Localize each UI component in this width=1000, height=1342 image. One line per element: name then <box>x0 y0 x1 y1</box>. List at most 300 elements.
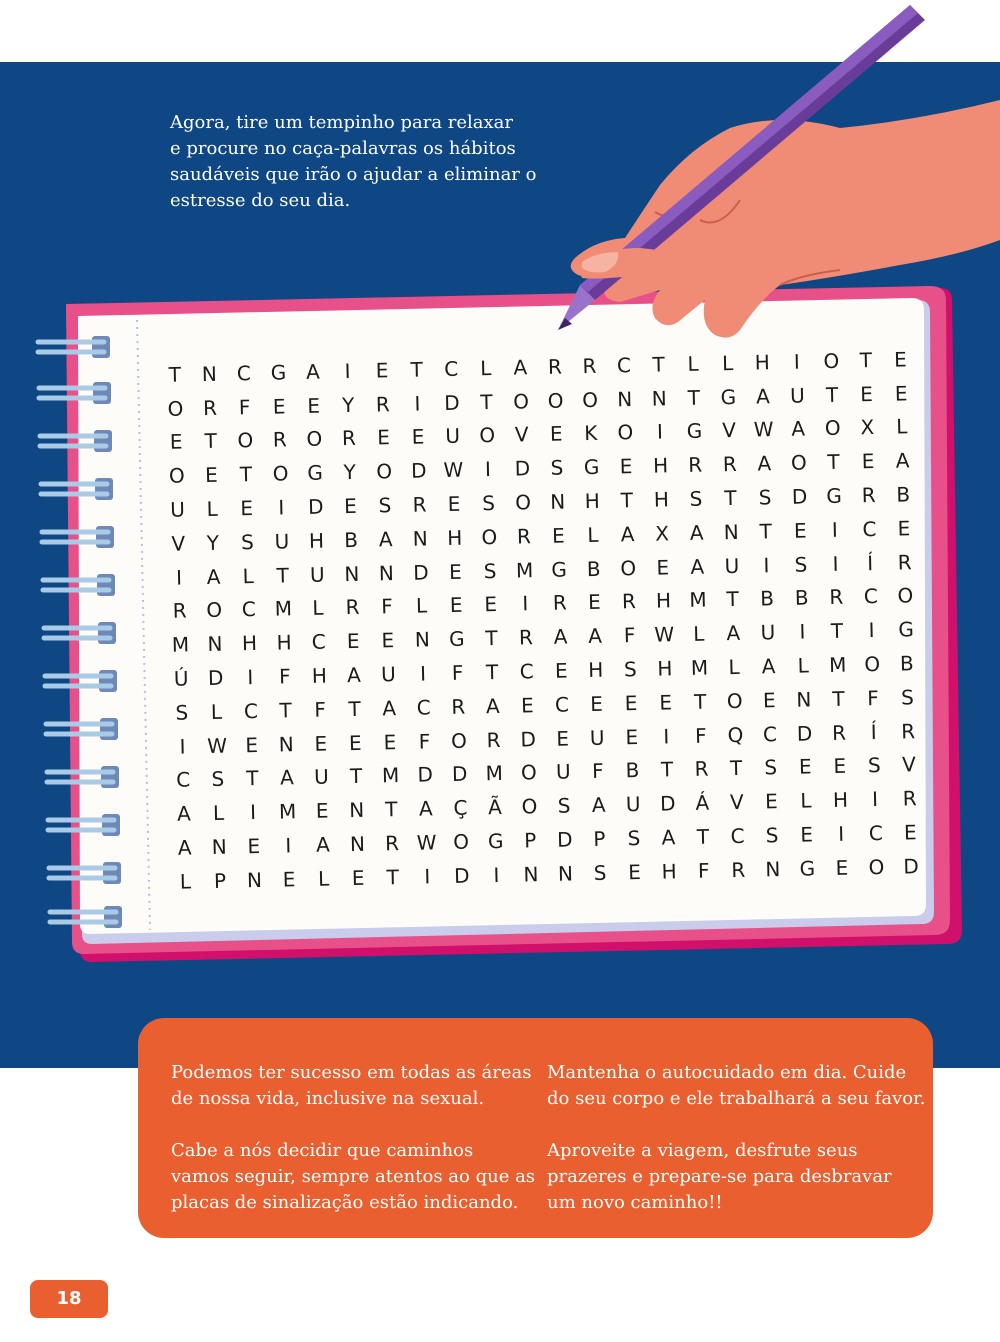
grid-letter: A <box>791 416 806 442</box>
grid-letter: I <box>656 419 664 445</box>
grid-letter: L <box>210 699 223 724</box>
grid-letter: T <box>348 696 361 721</box>
grid-letter: M <box>381 763 400 788</box>
grid-letter: V <box>514 422 529 448</box>
grid-letter: S <box>378 493 392 518</box>
info-paragraph <box>547 1138 917 1216</box>
grid-letter: R <box>831 720 847 745</box>
grid-letter: B <box>794 585 809 611</box>
grid-letter: T <box>276 562 290 588</box>
grid-letter: O <box>521 794 538 819</box>
grid-letter: I <box>175 565 183 590</box>
grid-letter: E <box>860 381 874 406</box>
grid-letter: R <box>341 426 357 451</box>
grid-letter: F <box>381 594 394 619</box>
grid-letter: E <box>314 731 328 756</box>
grid-letter: D <box>903 854 920 879</box>
grid-letter: U <box>760 620 776 645</box>
grid-letter: L <box>896 414 908 440</box>
grid-letter: H <box>276 630 292 655</box>
grid-letter: A <box>206 564 221 589</box>
grid-letter: G <box>448 626 465 652</box>
grid-letter: H <box>661 859 677 884</box>
grid-letter: M <box>689 588 707 613</box>
grid-letter: I <box>799 619 806 644</box>
grid-letter: R <box>375 391 391 417</box>
grid-letter: H <box>588 657 604 683</box>
grid-letter: D <box>520 726 537 752</box>
grid-letter: I <box>247 665 254 690</box>
grid-letter: E <box>894 381 908 406</box>
info-line: de nossa vida, inclusive na sexual. <box>171 1088 485 1109</box>
grid-letter: I <box>249 800 257 825</box>
grid-letter: W <box>443 457 464 483</box>
grid-letter: O <box>512 388 530 414</box>
grid-letter: B <box>896 482 911 507</box>
grid-letter: O <box>167 396 184 421</box>
grid-letter: O <box>582 387 599 412</box>
grid-letter: T <box>386 864 400 890</box>
info-paragraph <box>171 1060 531 1112</box>
grid-letter: E <box>903 820 917 845</box>
grid-letter: H <box>584 488 601 514</box>
grid-letter: A <box>382 695 397 721</box>
grid-letter: A <box>690 554 705 579</box>
grid-letter: T <box>830 618 844 644</box>
grid-letter: C <box>863 584 879 609</box>
grid-letter: E <box>798 754 812 780</box>
grid-letter: G <box>826 483 843 509</box>
grid-letter: O <box>868 854 885 880</box>
grid-letter: D <box>417 762 434 788</box>
grid-letter: O <box>897 583 914 609</box>
grid-letter: F <box>697 858 710 883</box>
info-line: Cabe a nós decidir que caminhos <box>171 1140 474 1161</box>
grid-letter: I <box>414 391 421 416</box>
grid-letter: D <box>307 494 324 519</box>
grid-letter: E <box>520 693 534 718</box>
grid-letter: T <box>204 429 218 454</box>
grid-letter: T <box>759 519 773 544</box>
grid-letter: I <box>493 862 500 887</box>
grid-letter: U <box>789 383 806 408</box>
grid-letter: R <box>384 831 400 856</box>
grid-letter: R <box>552 590 568 616</box>
grid-letter: L <box>721 350 734 376</box>
grid-letter: G <box>686 419 703 444</box>
grid-letter: L <box>415 593 428 619</box>
grid-letter: O <box>453 829 470 854</box>
grid-letter: E <box>343 493 357 519</box>
grid-letter: E <box>447 491 461 517</box>
grid-letter: S <box>483 558 497 583</box>
grid-letter: S <box>481 491 496 516</box>
grid-letter: N <box>349 798 365 823</box>
grid-letter: L <box>728 654 740 680</box>
grid-letter: C <box>616 352 632 378</box>
grid-letter: S <box>211 767 225 792</box>
info-column-left <box>171 1060 536 1242</box>
grid-letter: H <box>446 525 463 550</box>
grid-letter: I <box>832 551 839 576</box>
grid-letter: T <box>279 698 292 723</box>
grid-letter: L <box>687 351 699 376</box>
grid-letter: O <box>864 652 881 677</box>
grid-letter: W <box>753 417 774 443</box>
grid-letter: E <box>549 422 563 447</box>
grid-letter: N <box>723 519 739 545</box>
grid-letter: I <box>831 517 839 542</box>
grid-letter: I <box>763 552 770 578</box>
grid-letter: T <box>726 587 739 612</box>
info-box <box>138 1018 933 1238</box>
grid-letter: M <box>274 596 293 622</box>
grid-letter: H <box>308 528 325 553</box>
grid-letter: T <box>660 757 674 783</box>
info-paragraph <box>171 1138 536 1216</box>
grid-letter: E <box>448 559 463 584</box>
grid-letter: Í <box>866 550 874 575</box>
grid-letter: E <box>793 518 807 543</box>
grid-letter: T <box>239 462 253 487</box>
grid-letter: E <box>484 592 498 617</box>
grid-letter: S <box>689 486 703 511</box>
grid-letter: L <box>479 355 492 381</box>
grid-letter: E <box>628 859 642 885</box>
grid-letter: O <box>547 388 564 413</box>
grid-letter: T <box>620 488 634 513</box>
grid-letter: S <box>867 753 881 778</box>
grid-letter: H <box>311 663 328 688</box>
word-search-grid <box>157 342 928 898</box>
grid-letter: U <box>625 792 641 817</box>
grid-letter: C <box>416 695 431 720</box>
grid-letter: A <box>553 624 568 650</box>
info-line: vamos seguir, sempre atentos ao que as <box>171 1166 536 1187</box>
grid-letter: O <box>306 427 323 452</box>
grid-letter: O <box>823 348 840 373</box>
grid-letter: T <box>485 660 499 685</box>
info-line: Aproveite a viagem, desfrute seus <box>547 1140 858 1161</box>
grid-letter: D <box>796 721 813 746</box>
grid-letter: S <box>593 860 607 885</box>
intro-line: saudáveis que irão o ajudar a eliminar o <box>170 164 537 185</box>
grid-letter: E <box>589 691 604 716</box>
grid-letter: D <box>791 484 808 509</box>
grid-letter: G <box>270 360 287 385</box>
grid-letter: Y <box>341 392 355 417</box>
grid-letter: M <box>690 655 709 680</box>
grid-letter: U <box>380 662 397 687</box>
grid-letter: E <box>556 726 570 751</box>
grid-letter: E <box>351 865 365 890</box>
grid-letter: S <box>900 685 915 710</box>
grid-letter: F <box>591 759 604 784</box>
grid-letter: R <box>516 524 532 549</box>
grid-letter: I <box>868 618 875 643</box>
grid-letter: R <box>486 727 501 752</box>
grid-letter: E <box>762 688 776 713</box>
grid-letter: T <box>825 382 839 407</box>
intro-line: Agora, tire um tempinho para relaxar <box>170 112 514 133</box>
grid-letter: N <box>557 861 574 886</box>
grid-letter: E <box>411 424 425 450</box>
grid-letter: R <box>731 857 746 882</box>
grid-letter: O <box>272 461 289 486</box>
grid-letter: Á <box>695 790 710 816</box>
grid-letter: S <box>550 455 564 481</box>
grid-letter: E <box>835 855 849 880</box>
grid-letter: I <box>278 495 285 520</box>
grid-letter: N <box>549 489 566 514</box>
grid-letter: G <box>720 384 737 409</box>
grid-letter: C <box>868 820 884 846</box>
grid-letter: C <box>519 659 534 684</box>
grid-letter: E <box>169 429 183 455</box>
grid-letter: A <box>315 832 331 857</box>
grid-letter: L <box>212 800 225 826</box>
grid-letter: A <box>305 359 321 384</box>
grid-letter: H <box>652 453 669 478</box>
grid-letter: N <box>278 731 294 757</box>
grid-letter: E <box>272 394 286 419</box>
grid-letter: A <box>661 825 676 850</box>
grid-letter: S <box>758 485 772 510</box>
grid-letter: I <box>663 724 670 749</box>
grid-letter: E <box>383 729 397 755</box>
grid-letter: E <box>282 867 296 892</box>
grid-letter: S <box>557 793 571 818</box>
grid-letter: E <box>587 590 601 615</box>
grid-letter: H <box>754 350 770 375</box>
grid-letter: R <box>722 452 737 477</box>
grid-letter: C <box>762 721 778 747</box>
grid-letter: E <box>247 834 261 859</box>
grid-letter: U <box>170 497 186 522</box>
grid-letter: H <box>655 588 672 614</box>
grid-letter: I <box>871 787 879 812</box>
grid-letter: L <box>797 653 809 678</box>
grid-letter: R <box>172 598 187 624</box>
grid-letter: P <box>213 868 227 893</box>
info-line: do seu corpo e ele trabalhará a seu favor. <box>547 1088 926 1109</box>
grid-letter: N <box>412 526 428 551</box>
grid-letter: E <box>551 523 565 548</box>
info-line: prazeres e prepare-se para desbravar <box>547 1166 892 1187</box>
grid-letter: P <box>593 826 606 852</box>
grid-letter: O <box>617 420 634 445</box>
grid-letter: G <box>799 856 816 881</box>
grid-letter: I <box>424 864 431 889</box>
grid-letter: W <box>206 733 228 758</box>
grid-letter: D <box>443 390 460 415</box>
grid-letter: F <box>866 685 879 711</box>
grid-letter: D <box>659 791 676 816</box>
grid-letter: B <box>760 586 775 611</box>
grid-letter: I <box>344 358 351 383</box>
grid-letter: V <box>729 790 744 815</box>
grid-letter: R <box>861 483 876 508</box>
grid-letter: T <box>693 689 707 714</box>
grid-letter: L <box>587 522 599 547</box>
grid-letter: A <box>895 448 910 473</box>
grid-letter: D <box>453 863 470 888</box>
grid-letter: B <box>586 556 601 581</box>
grid-letter: R <box>621 589 637 614</box>
grid-letter: C <box>311 629 326 655</box>
grid-letter: C <box>554 692 570 717</box>
grid-letter: E <box>625 724 639 749</box>
grid-letter: R <box>897 549 912 575</box>
grid-letter: M <box>515 557 534 583</box>
grid-letter: R <box>582 353 597 379</box>
grid-letter: S <box>623 657 637 682</box>
grid-letter: E <box>449 593 463 618</box>
grid-letter: E <box>659 690 673 715</box>
grid-letter: O <box>824 416 841 441</box>
grid-letter: F <box>418 729 431 754</box>
grid-letter: T <box>410 357 424 382</box>
grid-letter: I <box>793 349 800 374</box>
grid-letter: T <box>724 485 737 511</box>
grid-letter: A <box>726 621 741 646</box>
grid-letter: C <box>241 597 257 622</box>
grid-letter: T <box>246 766 259 791</box>
grid-letter: R <box>694 757 709 782</box>
grid-letter: O <box>520 760 537 785</box>
grid-letter: D <box>556 827 573 852</box>
grid-letter: A <box>418 796 433 821</box>
grid-letter: I <box>285 833 292 858</box>
grid-letter: T <box>480 389 493 414</box>
grid-letter: L <box>179 869 192 894</box>
grid-letter: E <box>245 732 259 757</box>
grid-letter: U <box>555 759 571 785</box>
grid-letter: N <box>378 560 395 586</box>
grid-letter: V <box>171 531 186 556</box>
grid-letter: X <box>654 521 670 546</box>
grid-letter: L <box>312 596 324 621</box>
grid-letter: L <box>692 621 705 647</box>
grid-letter: R <box>412 492 427 517</box>
grid-letter: Ç <box>453 795 468 821</box>
grid-letter: F <box>238 394 251 420</box>
info-line: Mantenha o autocuidado em dia. Cuide <box>547 1062 907 1083</box>
grid-letter: W <box>416 830 437 855</box>
grid-letter: O <box>515 490 532 515</box>
grid-letter: M <box>278 799 297 824</box>
grid-letter: E <box>381 628 395 653</box>
grid-letter: E <box>346 629 360 654</box>
grid-letter: O <box>790 450 808 476</box>
grid-letter: E <box>376 425 391 450</box>
grid-letter: H <box>657 656 673 681</box>
grid-letter: V <box>901 752 917 777</box>
grid-letter: T <box>729 756 743 781</box>
grid-letter: N <box>651 386 667 411</box>
grid-letter: B <box>625 758 640 783</box>
grid-letter: G <box>583 455 600 480</box>
grid-letter: S <box>765 823 779 848</box>
grid-letter: N <box>246 867 263 893</box>
grid-letter: A <box>761 654 776 679</box>
grid-letter: U <box>724 553 740 578</box>
grid-letter: E <box>624 690 638 716</box>
grid-letter: A <box>513 355 528 380</box>
grid-letter: G <box>307 460 324 486</box>
info-line: Podemos ter sucesso em todas as áreas <box>171 1062 532 1083</box>
grid-letter: A <box>346 662 362 688</box>
grid-letter: M <box>171 632 190 658</box>
grid-letter: U <box>313 764 330 790</box>
grid-letter: U <box>445 424 461 449</box>
grid-letter: N <box>523 861 539 887</box>
grid-letter: E <box>656 555 670 580</box>
hand-with-pen-illustration <box>0 0 1000 400</box>
info-line: placas de sinalização estão indicando. <box>171 1192 519 1213</box>
grid-letter: I <box>419 661 427 686</box>
grid-letter: R <box>901 718 916 744</box>
info-column-right <box>547 1060 926 1242</box>
grid-letter: I <box>484 457 492 482</box>
grid-letter: R <box>829 585 844 610</box>
grid-letter: R <box>451 694 466 719</box>
grid-letter: C <box>730 823 745 849</box>
grid-letter: R <box>547 354 563 379</box>
grid-letter: E <box>893 347 907 372</box>
grid-letter: E <box>619 454 633 479</box>
grid-letter: T <box>859 347 873 373</box>
grid-letter: I <box>838 821 845 846</box>
grid-letter: C <box>862 516 877 542</box>
grid-letter: H <box>241 631 258 656</box>
grid-letter: O <box>376 459 393 484</box>
grid-letter: B <box>343 527 359 553</box>
grid-letter: G <box>551 557 568 582</box>
grid-letter: E <box>897 516 911 541</box>
grid-letter: E <box>800 822 814 847</box>
grid-letter: E <box>554 658 568 683</box>
grid-letter: N <box>796 687 812 712</box>
grid-letter: O <box>168 463 186 489</box>
grid-letter: A <box>620 521 635 547</box>
grid-letter: T <box>696 824 710 849</box>
grid-letter: R <box>518 625 534 650</box>
grid-letter: O <box>479 423 496 448</box>
grid-letter: I <box>179 734 186 759</box>
grid-letter: T <box>485 626 498 651</box>
grid-letter: D <box>514 456 531 481</box>
grid-letter: C <box>176 767 191 793</box>
intro-line: e procure no caça-palavras os hábitos <box>170 138 516 159</box>
grid-letter: T <box>349 764 363 789</box>
grid-letter: N <box>349 831 366 857</box>
grid-letter: H <box>653 487 670 512</box>
grid-letter: F <box>278 664 291 689</box>
grid-letter: E <box>833 754 847 779</box>
grid-letter: R <box>345 595 360 620</box>
grid-letter: F <box>314 697 327 722</box>
grid-letter: D <box>410 458 427 484</box>
grid-letter: U <box>274 529 290 554</box>
grid-letter: S <box>794 552 808 577</box>
grid-letter: Y <box>206 530 220 555</box>
grid-letter: T <box>168 362 182 387</box>
grid-letter: N <box>211 834 227 860</box>
grid-letter: N <box>201 361 218 386</box>
grid-letter: G <box>898 617 915 642</box>
grid-letter: D <box>207 665 224 691</box>
